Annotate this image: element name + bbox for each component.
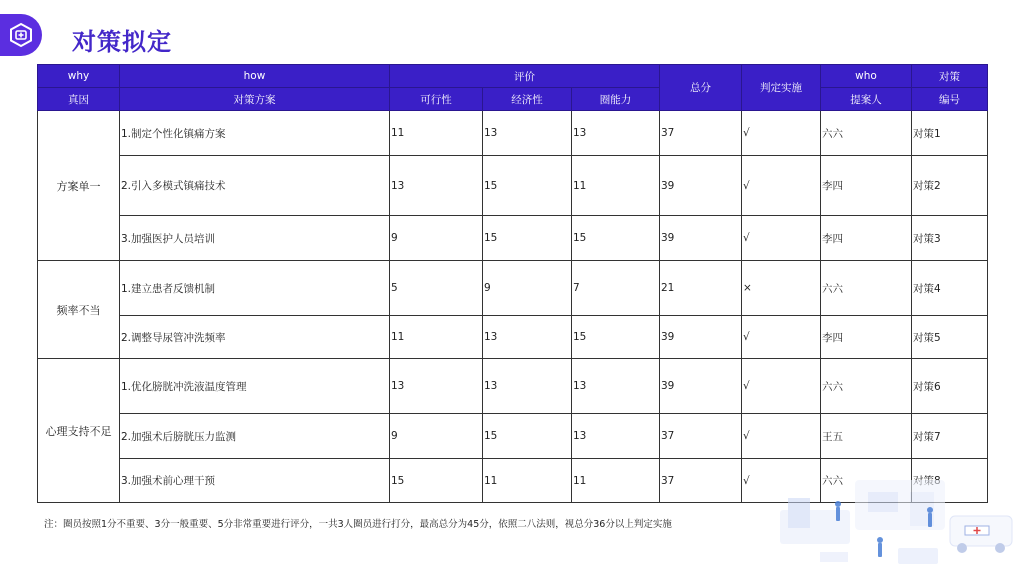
decision-cell: √ — [742, 216, 821, 261]
decision-cell: √ — [742, 156, 821, 216]
economy-cell: 15 — [483, 216, 572, 261]
header-capability: 圈能力 — [572, 88, 660, 111]
number-cell: 对策4 — [912, 261, 988, 316]
header-root-cause: 真因 — [38, 88, 120, 111]
total-cell: 37 — [660, 459, 742, 503]
table-row — [38, 316, 988, 359]
root-cause-cell: 心理支持不足 — [38, 359, 120, 503]
header-decision: 判定实施 — [742, 65, 821, 111]
page-title: 对策拟定 — [72, 28, 172, 56]
economy-cell: 11 — [483, 459, 572, 503]
feasibility-cell: 5 — [390, 261, 483, 316]
economy-cell: 9 — [483, 261, 572, 316]
total-cell: 39 — [660, 316, 742, 359]
proposer-cell: 李四 — [821, 156, 912, 216]
economy-cell: 13 — [483, 111, 572, 156]
header-proposer: 提案人 — [821, 88, 912, 111]
feasibility-cell: 9 — [390, 414, 483, 459]
decision-cell: √ — [742, 111, 821, 156]
decision-cell: √ — [742, 316, 821, 359]
header-why: why — [38, 65, 120, 88]
table-row — [38, 216, 988, 261]
capability-cell: 11 — [572, 156, 660, 216]
number-cell: 对策6 — [912, 359, 988, 414]
proposer-cell: 六六 — [821, 261, 912, 316]
countermeasure-table — [37, 64, 988, 503]
total-cell: 39 — [660, 156, 742, 216]
proposer-cell: 李四 — [821, 316, 912, 359]
plan-cell: 2.引入多模式镇痛技术 — [120, 156, 390, 216]
proposer-cell: 王五 — [821, 414, 912, 459]
proposer-cell: 六六 — [821, 359, 912, 414]
header-total: 总分 — [660, 65, 742, 111]
proposer-cell: 六六 — [821, 459, 912, 503]
feasibility-cell: 11 — [390, 111, 483, 156]
capability-cell: 7 — [572, 261, 660, 316]
table-row — [38, 111, 988, 156]
total-cell: 37 — [660, 414, 742, 459]
header-evaluation: 评价 — [390, 65, 660, 88]
number-cell: 对策7 — [912, 414, 988, 459]
medical-illustration — [760, 440, 1024, 576]
feasibility-cell: 15 — [390, 459, 483, 503]
header-plan: 对策方案 — [120, 88, 390, 111]
decision-cell: × — [742, 261, 821, 316]
capability-cell: 15 — [572, 316, 660, 359]
plan-cell: 3.加强医护人员培训 — [120, 216, 390, 261]
total-cell: 39 — [660, 359, 742, 414]
proposer-cell: 六六 — [821, 111, 912, 156]
header-economy: 经济性 — [483, 88, 572, 111]
economy-cell: 13 — [483, 359, 572, 414]
plan-cell: 1.制定个性化镇痛方案 — [120, 111, 390, 156]
feasibility-cell: 13 — [390, 359, 483, 414]
number-cell: 对策2 — [912, 156, 988, 216]
logo-badge — [0, 14, 42, 56]
proposer-cell: 李四 — [821, 216, 912, 261]
number-cell: 对策1 — [912, 111, 988, 156]
feasibility-cell: 13 — [390, 156, 483, 216]
header-measure: 对策 — [912, 65, 988, 88]
hexagon-logo-icon — [8, 22, 34, 48]
plan-cell: 2.调整导尿管冲洗频率 — [120, 316, 390, 359]
header-how: how — [120, 65, 390, 88]
economy-cell: 13 — [483, 316, 572, 359]
decision-cell: √ — [742, 414, 821, 459]
economy-cell: 15 — [483, 414, 572, 459]
decision-cell: √ — [742, 359, 821, 414]
header-feasibility: 可行性 — [390, 88, 483, 111]
capability-cell: 13 — [572, 111, 660, 156]
footnote: 注：圈员按照1分不重要、3分一般重要、5分非常重要进行评分，一共3人圈员进行打分，最高总分为45分，依照二八法则，视总分36分以上判定实施 — [44, 519, 672, 530]
plan-cell: 3.加强术前心理干预 — [120, 459, 390, 503]
plan-cell: 1.建立患者反馈机制 — [120, 261, 390, 316]
number-cell: 对策5 — [912, 316, 988, 359]
total-cell: 39 — [660, 216, 742, 261]
capability-cell: 13 — [572, 414, 660, 459]
feasibility-cell: 9 — [390, 216, 483, 261]
plan-cell: 1.优化膀胱冲洗液温度管理 — [120, 359, 390, 414]
root-cause-cell: 频率不当 — [38, 261, 120, 359]
plan-cell: 2.加强术后膀胱压力监测 — [120, 414, 390, 459]
number-cell: 对策3 — [912, 216, 988, 261]
total-cell: 37 — [660, 111, 742, 156]
capability-cell: 13 — [572, 359, 660, 414]
capability-cell: 15 — [572, 216, 660, 261]
total-cell: 21 — [660, 261, 742, 316]
economy-cell: 15 — [483, 156, 572, 216]
table-row — [38, 261, 988, 316]
table-row — [38, 156, 988, 216]
feasibility-cell: 11 — [390, 316, 483, 359]
decision-cell: √ — [742, 459, 821, 503]
capability-cell: 11 — [572, 459, 660, 503]
header-number: 编号 — [912, 88, 988, 111]
header-who: who — [821, 65, 912, 88]
root-cause-cell: 方案单一 — [38, 111, 120, 261]
table-row — [38, 359, 988, 414]
